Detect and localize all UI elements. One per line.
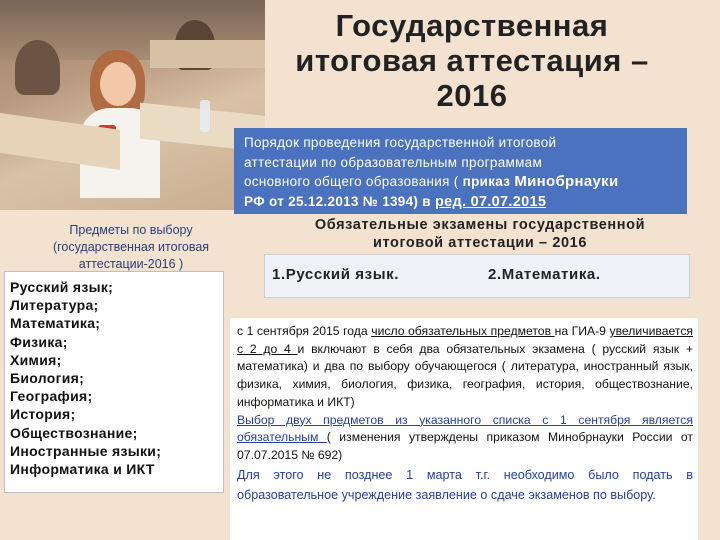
page-title: Государственная итоговая аттестация – 2016 [295,8,649,113]
list-item: Обществознание; [10,424,138,441]
order-line: РФ от 25.12.2013 № 1394) в ред. 07.07.2015 [244,193,547,210]
list-item: Литература; [10,297,99,314]
info-text: с 1 сентября 2015 года число обязательных предметов на ГИА-9 увеличивается с 2 до 4 и включают в себя два обязательных экзамена ( русский язык + математика) и два по выбору обучающегося ( литература, иностранный язык, физика, химия, биология, физика, география, история, обществознание, информатика и ИКТ) Выбор двух предметов из указанного списка с 1 сентября является обязательным ( изменения утверждены приказом Минобрнауки России от 07.07.2015 № 692) Для этого не позднее 1 марта т.г. необходимо было подать в образовательное учреждение заявление о сдаче экзаменов по выбору. [237,324,694,502]
order-text [244,133,684,212]
list-item: Физика; [10,333,68,350]
elective-heading: Предметы по выбору (государственная итоговая аттестации-2016 ) [52,223,210,271]
mandatory-subject-math: 2.Математика. [488,266,601,283]
order-revision-link[interactable]: ред. 07.07.2015 [434,193,547,210]
list-item: Математика; [10,315,101,332]
list-item: Химия; [10,351,62,368]
list-item: Информатика и ИКТ [10,461,155,478]
mandatory-subject-russian: 1.Русский язык. [272,266,399,283]
list-item: Русский язык; [10,279,114,295]
order-line: аттестации по образовательным программам [244,154,543,170]
mandatory-heading: Обязательные экзамены государственной итоговой аттестации – 2016 [314,217,646,251]
order-line: основного общего образования ( приказ Минобрнауки [244,173,619,190]
order-line: Порядок проведения государственной итоговой [244,135,557,150]
list-item: География; [10,388,93,405]
elective-list [10,278,161,478]
list-item: История; [10,406,76,423]
list-item: Иностранные языки; [10,442,162,459]
classroom-photo [0,0,265,210]
list-item: Биология; [10,370,85,387]
